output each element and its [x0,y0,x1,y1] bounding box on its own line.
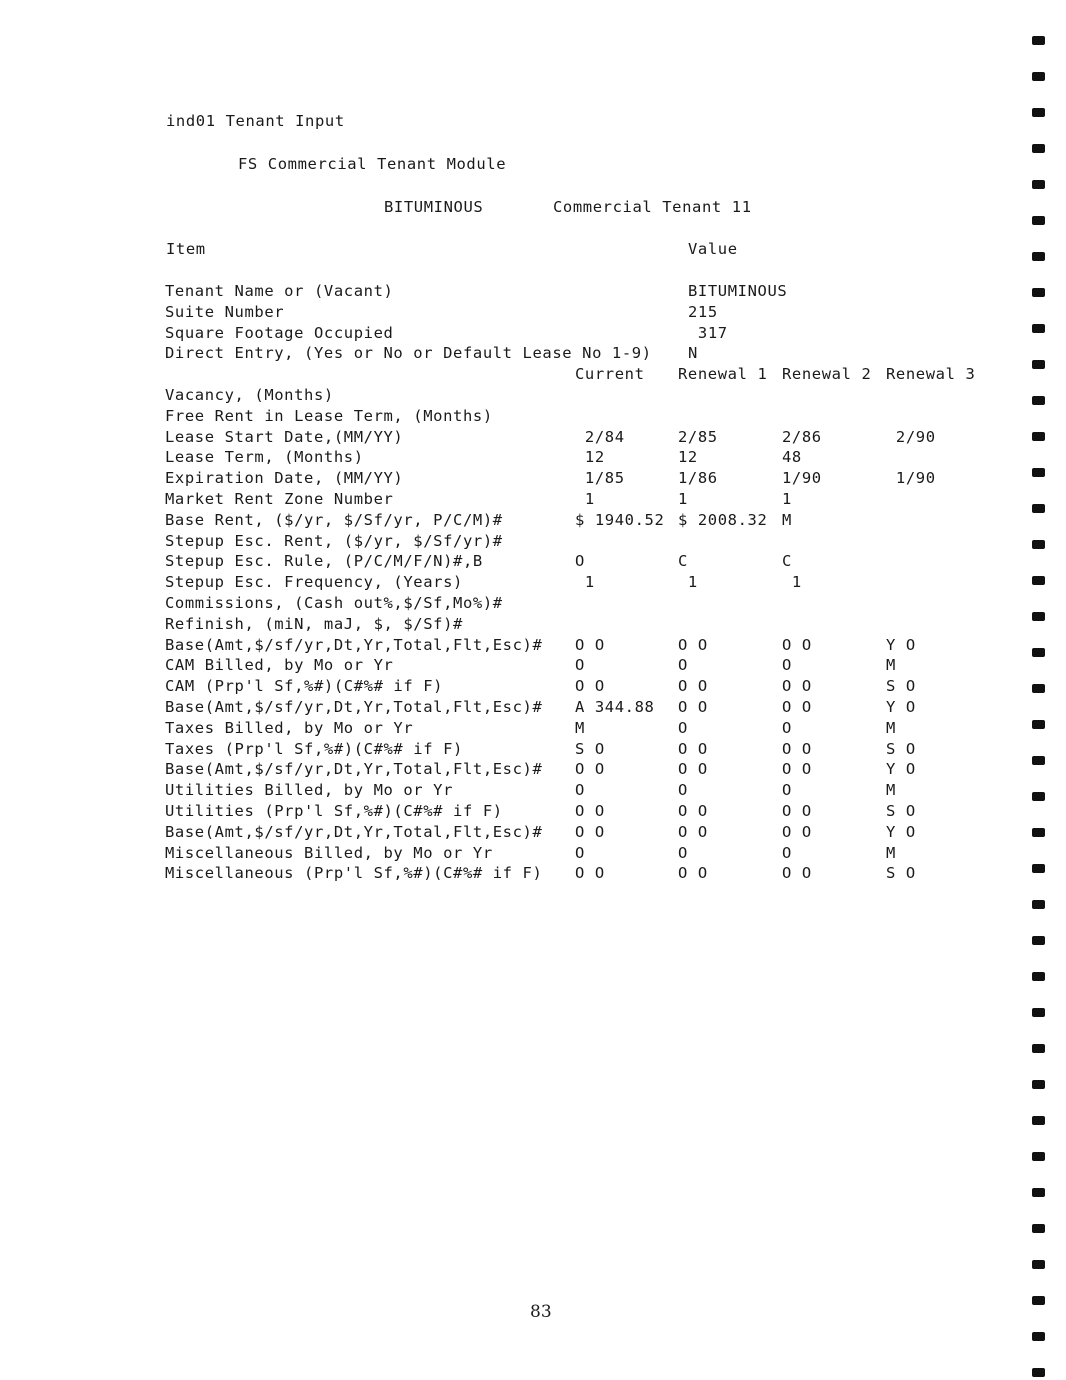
binder-hole [1032,1008,1045,1017]
row-value[interactable]: O [782,843,792,862]
term-header: Renewal 1 [678,365,768,384]
row-value[interactable]: 2/86 [782,427,822,446]
row-label: Taxes (Prp'l Sf,%#)(C#%# if F) [165,739,463,758]
module-title: FS Commercial Tenant Module [238,155,507,173]
row-value[interactable]: 2/84 [575,427,625,446]
row-value[interactable]: M [782,510,792,529]
row-value[interactable]: O O [678,802,708,820]
row-value[interactable]: O O [678,739,708,758]
binder-hole [1032,144,1045,153]
row-value[interactable]: O O [678,864,708,883]
row-value[interactable]: O O [678,698,708,716]
row-label: CAM Billed, by Mo or Yr [165,656,394,675]
row-value[interactable]: O O [678,760,708,779]
row-value[interactable]: M [886,656,896,675]
row-value[interactable]: O [678,781,688,800]
row-value[interactable]: O [678,656,688,675]
row-value[interactable]: M [886,781,896,800]
field-value[interactable]: BITUMINOUS [688,282,788,300]
binder-hole [1032,108,1045,117]
row-label: Miscellaneous (Prp'l Sf,%#)(C#%# if F) [165,864,543,883]
binder-hole [1032,1332,1045,1341]
row-label: Stepup Esc. Rule, (P/C/M/F/N)#,B [165,552,483,571]
row-value[interactable]: C [678,552,688,571]
row-label: Commissions, (Cash out%,$/Sf,Mo%)# [165,594,503,612]
row-value[interactable]: 12 [575,448,605,467]
row-value[interactable]: O O [782,822,812,841]
row-label: Lease Start Date,(MM/YY) [165,427,404,446]
row-value[interactable]: O O [575,677,605,696]
row-value[interactable]: Y O [886,698,916,716]
binder-hole [1032,432,1045,441]
row-label: Stepup Esc. Frequency, (Years) [165,573,463,592]
binder-hole [1032,1296,1045,1305]
row-label: Refinish, (miN, maJ, $, $/Sf)# [165,614,463,633]
binder-hole [1032,1152,1045,1161]
row-value[interactable]: O [575,843,585,862]
row-value[interactable]: O O [782,760,812,779]
binder-hole [1032,540,1045,549]
binder-hole [1032,324,1045,333]
binder-hole [1032,936,1045,945]
row-value[interactable]: O O [782,739,812,758]
row-label: Base(Amt,$/sf/yr,Dt,Yr,Total,Flt,Esc)# [165,635,543,654]
row-value[interactable]: O [575,552,585,571]
row-value[interactable]: O [575,656,585,675]
row-value[interactable]: S O [886,677,916,696]
row-value[interactable]: Y O [886,635,916,654]
binder-hole [1032,180,1045,189]
binder-hole [1032,1116,1045,1125]
binder-hole [1032,576,1045,585]
row-value[interactable]: O O [678,822,708,841]
row-value[interactable]: 1 [678,573,698,592]
row-value[interactable]: 1/86 [678,469,718,488]
row-value[interactable]: O O [782,698,812,716]
binder-hole [1032,648,1045,657]
row-value[interactable]: O [678,718,688,737]
row-label: Utilities Billed, by Mo or Yr [165,781,454,800]
binder-hole [1032,1368,1045,1377]
row-value[interactable]: M [575,718,585,737]
row-value[interactable]: M [886,843,896,862]
binder-hole [1032,1080,1045,1089]
row-value[interactable]: 12 [678,448,698,467]
field-value[interactable]: 317 [688,323,728,342]
row-value[interactable]: O O [782,864,812,883]
row-label: Miscellaneous Billed, by Mo or Yr [165,843,493,862]
binder-hole [1032,396,1045,405]
item-column-header: Item [166,240,206,258]
row-label: Base Rent, ($/yr, $/Sf/yr, P/C/M)# [165,510,503,529]
binder-hole [1032,468,1045,477]
binder-hole [1032,1188,1045,1197]
row-value[interactable]: O [782,781,792,800]
row-value[interactable]: 2/85 [678,427,718,446]
binder-holes [1032,0,1052,1380]
binder-hole [1032,900,1045,909]
page-number: 83 [530,1302,552,1322]
row-label: Free Rent in Lease Term, (Months) [165,406,493,425]
row-label: Base(Amt,$/sf/yr,Dt,Yr,Total,Flt,Esc)# [165,698,543,716]
row-value[interactable]: 1/90 [782,469,822,488]
tenant-short-name: BITUMINOUS [384,198,484,216]
row-label: Stepup Esc. Rent, ($/yr, $/Sf/yr)# [165,531,503,550]
binder-hole [1032,684,1045,693]
row-value[interactable]: 1 [782,490,792,508]
row-label: Lease Term, (Months) [165,448,364,467]
row-value[interactable]: 1/85 [575,469,625,488]
row-value[interactable]: O O [678,635,708,654]
binder-hole [1032,72,1045,81]
binder-hole [1032,216,1045,225]
term-header: Renewal 2 [782,365,872,384]
row-value[interactable]: O [678,843,688,862]
field-label: Square Footage Occupied [165,323,394,342]
field-label: Direct Entry, (Yes or No or Default Lease No 1-9) [165,344,652,363]
binder-hole [1032,504,1045,513]
row-value[interactable]: 48 [782,448,802,467]
tenant-label: Commercial Tenant 11 [553,198,752,216]
row-label: Vacancy, (Months) [165,386,334,404]
row-value[interactable]: S O [575,739,605,758]
row-label: Taxes Billed, by Mo or Yr [165,718,414,737]
value-column-header: Value [688,240,738,258]
binder-hole [1032,612,1045,621]
binder-hole [1032,1044,1045,1053]
row-value[interactable]: Y O [886,822,916,841]
row-value[interactable]: O O [678,677,708,696]
row-label: CAM (Prp'l Sf,%#)(C#%# if F) [165,677,444,696]
row-value[interactable]: O O [782,677,812,696]
binder-hole [1032,828,1045,837]
binder-hole [1032,360,1045,369]
row-value[interactable]: O O [575,864,605,883]
binder-hole [1032,720,1045,729]
row-value[interactable]: S O [886,802,916,820]
row-label: Utilities (Prp'l Sf,%#)(C#%# if F) [165,802,503,820]
row-value[interactable]: 1/90 [886,469,936,488]
row-value[interactable]: O O [782,635,812,654]
row-value[interactable]: S O [886,864,916,883]
field-value[interactable]: N [688,344,698,363]
term-header: Renewal 3 [886,365,976,384]
binder-hole [1032,252,1045,261]
row-label: Base(Amt,$/sf/yr,Dt,Yr,Total,Flt,Esc)# [165,822,543,841]
binder-hole [1032,288,1045,297]
row-value[interactable]: O O [782,802,812,820]
row-value[interactable]: O O [575,802,605,820]
row-value[interactable]: O [782,656,792,675]
row-value[interactable]: O [575,781,585,800]
binder-hole [1032,1224,1045,1233]
row-value[interactable]: 1 [678,490,688,508]
binder-hole [1032,972,1045,981]
field-label: Suite Number [165,302,285,321]
row-value[interactable]: $ 2008.32 [678,510,768,529]
row-value[interactable]: O [782,718,792,737]
binder-hole [1032,756,1045,765]
row-label: Expiration Date, (MM/YY) [165,469,404,488]
row-value[interactable]: 1 [782,573,802,592]
row-value[interactable]: C [782,552,792,571]
row-value[interactable]: O O [575,635,605,654]
row-value[interactable]: M [886,718,896,737]
binder-hole [1032,1260,1045,1269]
row-value[interactable]: 1 [575,490,595,508]
binder-hole [1032,864,1045,873]
term-header: Current [575,365,645,384]
row-value[interactable]: 1 [575,573,595,592]
row-value[interactable]: O O [575,760,605,779]
row-value[interactable]: A 344.88 [575,698,655,716]
binder-hole [1032,792,1045,801]
row-value[interactable]: O O [575,822,605,841]
row-value[interactable]: 2/90 [886,427,936,446]
row-label: Market Rent Zone Number [165,490,394,508]
row-label: Base(Amt,$/sf/yr,Dt,Yr,Total,Flt,Esc)# [165,760,543,779]
field-label: Tenant Name or (Vacant) [165,282,394,300]
field-value[interactable]: 215 [688,302,718,321]
row-value[interactable]: Y O [886,760,916,779]
row-value[interactable]: $ 1940.52 [575,510,665,529]
row-value[interactable]: S O [886,739,916,758]
binder-hole [1032,36,1045,45]
screen-id: ind01 Tenant Input [166,112,345,130]
